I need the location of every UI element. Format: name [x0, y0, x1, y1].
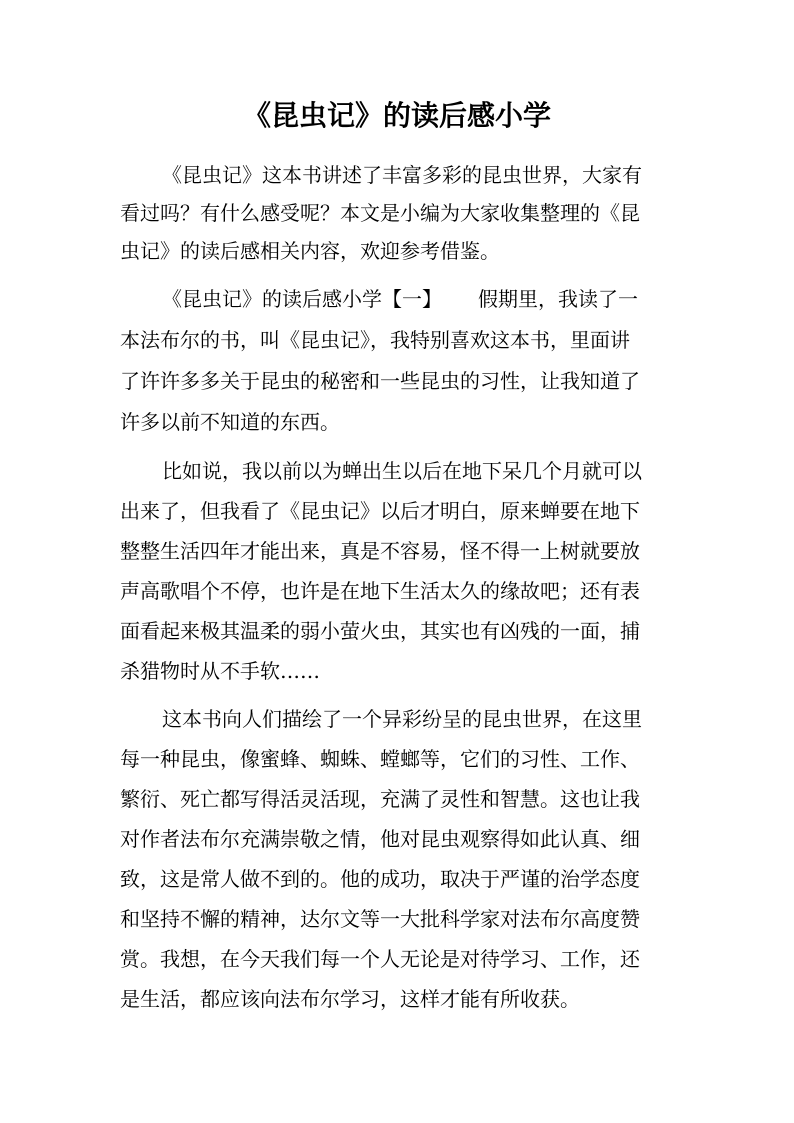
- paragraph-4-line-7: 赏。我想，在今天我们每一个人无论是对待学习、工作，还: [120, 947, 640, 971]
- paragraph-3-line-5: 面看起来极其温柔的弱小萤火虫，其实也有凶残的一面，捕: [120, 619, 640, 643]
- paragraph-2-line-3: 了许许多多关于昆虫的秘密和一些昆虫的习性，让我知道了: [120, 369, 640, 393]
- paragraph-3-line-6: 杀猎物时从不手软……: [120, 659, 320, 683]
- paragraph-4-line-5: 致，这是常人做不到的。他的成功，取决于严谨的治学态度: [120, 867, 640, 891]
- paragraph-3-line-2: 出来了，但我看了《昆虫记》以后才明白，原来蝉要在地下: [120, 499, 640, 523]
- paragraph-2-line-2: 本法布尔的书，叫《昆虫记》，我特别喜欢这本书，里面讲: [120, 328, 630, 352]
- paragraph-4-line-3: 繁衍、死亡都写得活灵活现，充满了灵性和智慧。这也让我: [120, 787, 640, 811]
- paragraph-3-line-4: 声高歌唱个不停，也许是在地下生活太久的缘故吧；还有表: [120, 579, 640, 603]
- paragraph-4-line-4: 对作者法布尔充满崇敬之情，他对昆虫观察得如此认真、细: [120, 827, 640, 851]
- paragraph-4-line-2: 每一种昆虫，像蜜蜂、蜘蛛、螳螂等，它们的习性、工作、: [120, 747, 640, 771]
- paragraph-4-line-1: 这本书向人们描绘了一个异彩纷呈的昆虫世界，在这里: [162, 707, 642, 731]
- paragraph-2-line-1-text: 假期里，我读了一: [478, 287, 638, 311]
- document-title: 《昆虫记》的读后感小学: [242, 99, 551, 132]
- paragraph-1-line-2: 看过吗？有什么感受呢？本文是小编为大家收集整理的《昆: [120, 201, 640, 225]
- paragraph-4-line-6: 和坚持不懈的精神，达尔文等一大批科学家对法布尔高度赞: [120, 907, 640, 931]
- paragraph-3-line-3: 整整生活四年才能出来，真是不容易，怪不得一上树就要放: [120, 539, 640, 563]
- paragraph-2-line-1: [162, 284, 638, 314]
- paragraph-2-line-4: 许多以前不知道的东西。: [120, 410, 340, 434]
- paragraph-4-line-8: 是生活，都应该向法布尔学习，这样才能有所收获。: [120, 987, 580, 1011]
- paragraph-3-line-1: 比如说，我以前以为蝉出生以后在地下呆几个月就可以: [162, 459, 642, 483]
- section-heading-1: 《昆虫记》的读后感小学【一】: [162, 287, 442, 311]
- paragraph-1-line-1: 《昆虫记》这本书讲述了丰富多彩的昆虫世界，大家有: [162, 163, 642, 187]
- paragraph-1-line-3: 虫记》的读后感相关内容，欢迎参考借鉴。: [120, 239, 500, 263]
